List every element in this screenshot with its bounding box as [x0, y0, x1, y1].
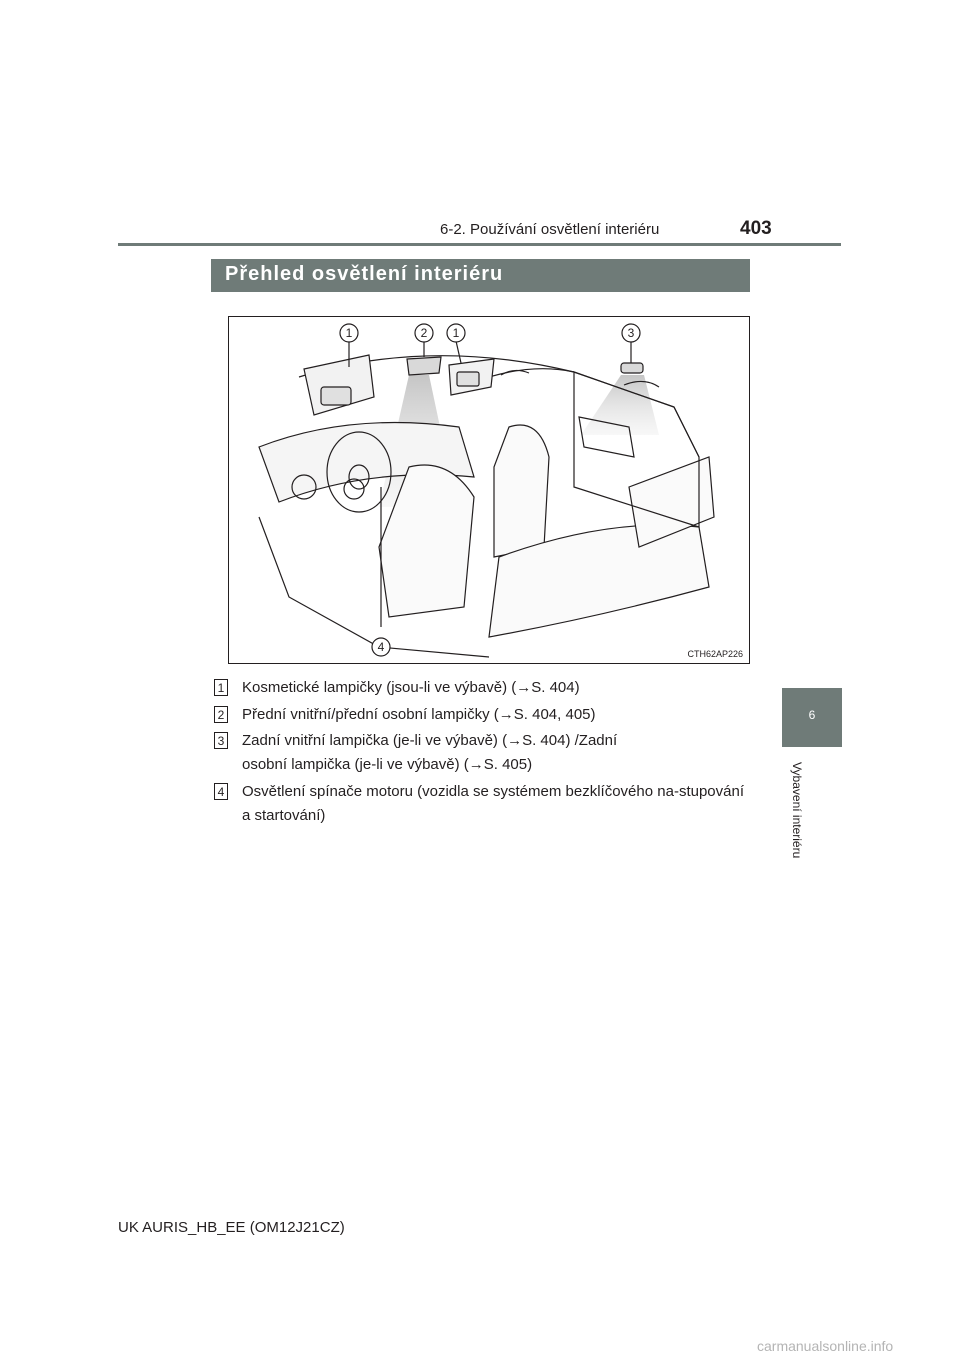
rear-dome-lamp [621, 363, 643, 373]
section-title: Přehled osvětlení interiéru [225, 263, 504, 285]
document-id: UK AURIS_HB_EE (OM12J21CZ) [118, 1219, 345, 1236]
vanity-mirror-left [321, 387, 351, 405]
car-interior-drawing [229, 317, 749, 663]
item-number: 2 [214, 706, 228, 723]
item-text: Zadní vnitřní lampička (je-li ve výbavě) (→S. 404) /Zadní osobní lampička (je-li ve výbavě) (→S. 405) [242, 732, 618, 773]
item-text: Kosmetické lampičky (jsou-li ve výbavě) (→S. 404) [242, 679, 580, 696]
chapter-tab-number: 6 [808, 708, 816, 722]
interior-illustration [228, 316, 750, 664]
callout-3: 3 [627, 326, 635, 340]
passenger-seat [494, 425, 549, 557]
overhead-console [407, 357, 441, 375]
item-number: 3 [214, 732, 228, 749]
callout-1: 1 [345, 326, 353, 340]
chapter-tab-label: Vybavení interiéru [790, 762, 804, 859]
callout-4: 4 [377, 640, 385, 654]
left-sun-visor [304, 355, 374, 415]
callout-2: 2 [420, 326, 428, 340]
item-number: 1 [214, 679, 228, 696]
header-rule [118, 243, 841, 246]
section-header [211, 259, 750, 292]
chapter-title: 6-2. Používání osvětlení interiéru [440, 221, 660, 238]
item-text: Přední vnitřní/přední osobní lampičky (→S. 404, 405) [242, 706, 596, 723]
item-number: 4 [214, 783, 228, 800]
callout-1b: 1 [452, 326, 460, 340]
watermark: carmanualsonline.info [757, 1338, 894, 1354]
item-text: Osvětlení spínače motoru (vozidla se systémem bezklíčového na-stupování a startování) [242, 783, 744, 824]
rear-lamp-beam [581, 375, 659, 435]
figure-code: CTH62AP226 [687, 649, 743, 659]
page-number: 403 [740, 218, 772, 239]
chapter-tab[interactable] [782, 688, 842, 747]
